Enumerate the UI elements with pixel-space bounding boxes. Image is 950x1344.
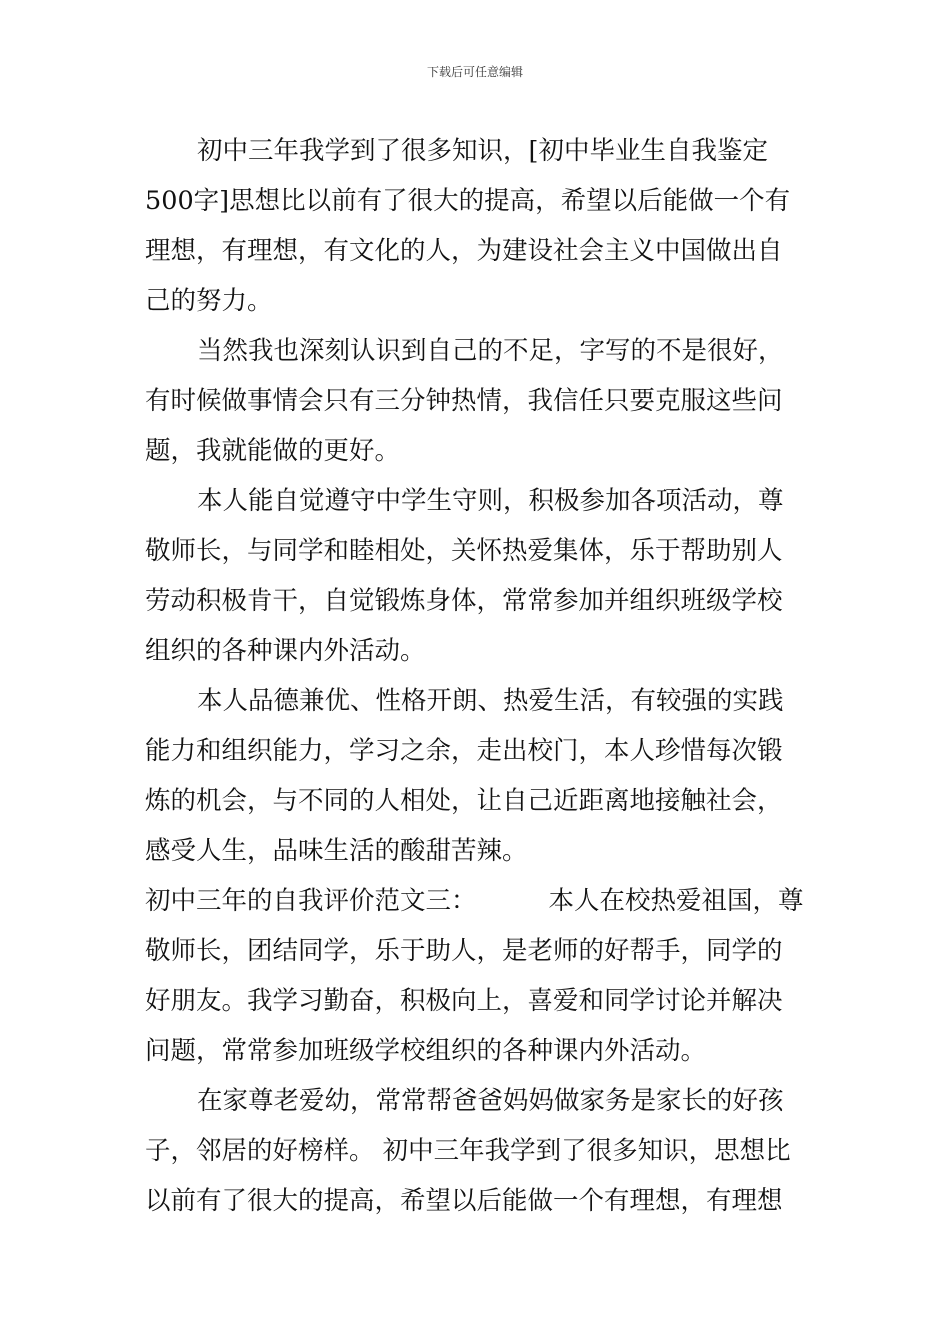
paragraph-line: 以前有了很大的提高，希望以后能做一个有理想，有理想 — [145, 1186, 783, 1216]
document-body — [145, 126, 807, 1226]
paragraph-line: 敬师长，与同学和睦相处，关怀热爱集体，乐于帮助别人 — [145, 536, 783, 566]
paragraph-line: 己的努力。 — [145, 286, 273, 316]
paragraph — [145, 1076, 807, 1226]
paragraph-line: 感受人生，品味生活的酸甜苦辣。 — [145, 836, 528, 866]
section-heading-line — [145, 876, 807, 926]
paragraph — [145, 126, 807, 326]
paragraph-line: 组织的各种课内外活动。 — [145, 636, 426, 666]
paragraph-line: 500字]思想比以前有了很大的提高，希望以后能做一个有 — [145, 186, 791, 216]
paragraph-line: 能力和组织能力，学习之余，走出校门，本人珍惜每次锻 — [145, 736, 783, 766]
paragraph — [145, 876, 807, 1076]
paragraph-line: 理想，有理想，有文化的人，为建设社会主义中国做出自 — [145, 236, 783, 266]
paragraph-line: 在家尊老爱幼，常常帮爸爸妈妈做家务是家长的好孩 — [197, 1086, 784, 1116]
paragraph — [145, 476, 807, 676]
paragraph-line: 问题，常常参加班级学校组织的各种课内外活动。 — [145, 1036, 707, 1066]
paragraph — [145, 326, 807, 476]
paragraph-line: 初中三年我学到了很多知识，[初中毕业生自我鉴定 — [197, 136, 768, 166]
paragraph — [145, 676, 807, 876]
paragraph-line-start: 本人在校热爱祖国，尊 — [548, 886, 804, 916]
paragraph-line: 炼的机会，与不同的人相处，让自己近距离地接触社会， — [145, 786, 783, 816]
paragraph-line: 好朋友。我学习勤奋，积极向上，喜爱和同学讨论并解决 — [145, 986, 783, 1016]
paragraph-line: 本人能自觉遵守中学生守则，积极参加各项活动，尊 — [197, 486, 784, 516]
paragraph-line: 有时候做事情会只有三分钟热情，我信任只要克服这些问 — [145, 386, 783, 416]
paragraph-line: 本人品德兼优、性格开朗、热爱生活，有较强的实践 — [197, 686, 784, 716]
page-header-note: 下载后可任意编辑 — [426, 65, 523, 79]
paragraph-line: 子，邻居的好榜样。 初中三年我学到了很多知识，思想比 — [145, 1136, 791, 1166]
section-heading: 初中三年的自我评价范文三： — [145, 886, 477, 916]
paragraph-line: 当然我也深刻认识到自己的不足，字写的不是很好， — [197, 336, 784, 366]
paragraph-line: 题，我就能做的更好。 — [145, 436, 401, 466]
paragraph-line: 劳动积极肯干，自觉锻炼身体，常常参加并组织班级学校 — [145, 586, 783, 616]
paragraph-line: 敬师长，团结同学，乐于助人，是老师的好帮手，同学的 — [145, 936, 783, 966]
